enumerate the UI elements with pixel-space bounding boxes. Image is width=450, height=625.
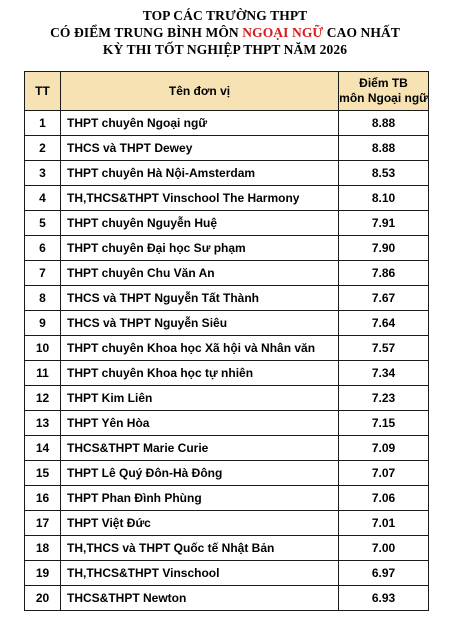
row-school-name: THPT chuyên Khoa học tự nhiên	[61, 361, 339, 386]
title-line-3: KỲ THI TỐT NGHIỆP THPT NĂM 2026	[102, 42, 348, 57]
table-header-row	[25, 72, 429, 111]
row-school-name: THCS và THPT Nguyễn Tất Thành	[61, 286, 339, 311]
table-header	[25, 72, 429, 111]
header-name: Tên đơn vị	[61, 72, 339, 111]
title-subject-highlight: NGOẠI NGỮ	[242, 25, 324, 40]
row-score: 6.97	[339, 561, 429, 586]
row-rank: 18	[25, 536, 61, 561]
row-rank: 17	[25, 511, 61, 536]
row-rank: 9	[25, 311, 61, 336]
table-row	[25, 286, 429, 311]
table-row	[25, 361, 429, 386]
row-rank: 12	[25, 386, 61, 411]
row-rank: 20	[25, 586, 61, 611]
row-score: 7.23	[339, 386, 429, 411]
table-row	[25, 236, 429, 261]
row-rank: 15	[25, 461, 61, 486]
row-rank: 13	[25, 411, 61, 436]
title-line-2	[0, 24, 450, 41]
row-school-name: THPT chuyên Đại học Sư phạm	[61, 236, 339, 261]
row-score: 8.88	[339, 111, 429, 136]
row-school-name: THPT chuyên Chu Văn An	[61, 261, 339, 286]
row-school-name: THPT chuyên Hà Nội-Amsterdam	[61, 161, 339, 186]
row-score: 7.09	[339, 436, 429, 461]
table-row	[25, 111, 429, 136]
ranking-table	[24, 71, 429, 611]
row-school-name: TH,THCS&THPT Vinschool The Harmony	[61, 186, 339, 211]
table-body	[25, 111, 429, 611]
row-rank: 1	[25, 111, 61, 136]
row-score: 7.06	[339, 486, 429, 511]
row-school-name: THPT chuyên Ngoại ngữ	[61, 111, 339, 136]
header-score-line-1: Điểm TB	[359, 76, 408, 90]
row-school-name: THPT Yên Hòa	[61, 411, 339, 436]
header-score	[339, 72, 429, 111]
row-school-name: THPT Kim Liên	[61, 386, 339, 411]
row-school-name: TH,THCS&THPT Vinschool	[61, 561, 339, 586]
row-score: 7.07	[339, 461, 429, 486]
row-rank: 3	[25, 161, 61, 186]
row-rank: 5	[25, 211, 61, 236]
row-score: 7.00	[339, 536, 429, 561]
row-school-name: THCS và THPT Dewey	[61, 136, 339, 161]
table-row	[25, 461, 429, 486]
table-row	[25, 161, 429, 186]
row-rank: 4	[25, 186, 61, 211]
row-score: 7.90	[339, 236, 429, 261]
row-school-name: THCS và THPT Nguyễn Siêu	[61, 311, 339, 336]
row-score: 7.01	[339, 511, 429, 536]
row-rank: 16	[25, 486, 61, 511]
table-row	[25, 436, 429, 461]
table-row	[25, 336, 429, 361]
row-score: 8.53	[339, 161, 429, 186]
row-score: 7.86	[339, 261, 429, 286]
row-score: 7.67	[339, 286, 429, 311]
header-tt: TT	[25, 72, 61, 111]
row-rank: 11	[25, 361, 61, 386]
row-school-name: THCS&THPT Newton	[61, 586, 339, 611]
row-school-name: THCS&THPT Marie Curie	[61, 436, 339, 461]
title-line-1: TOP CÁC TRƯỜNG THPT	[142, 8, 308, 23]
row-rank: 7	[25, 261, 61, 286]
table-row	[25, 186, 429, 211]
row-rank: 10	[25, 336, 61, 361]
row-school-name: TH,THCS và THPT Quốc tế Nhật Bản	[61, 536, 339, 561]
table-row	[25, 536, 429, 561]
row-score: 8.10	[339, 186, 429, 211]
table-row	[25, 561, 429, 586]
row-score: 7.64	[339, 311, 429, 336]
table-row	[25, 511, 429, 536]
header-score-line-2: môn Ngoại ngữ	[339, 91, 428, 105]
row-score: 6.93	[339, 586, 429, 611]
row-score: 7.57	[339, 336, 429, 361]
row-rank: 8	[25, 286, 61, 311]
table-row	[25, 486, 429, 511]
row-score: 7.91	[339, 211, 429, 236]
row-rank: 14	[25, 436, 61, 461]
title-line-2-suffix: CAO NHẤT	[323, 25, 400, 40]
row-school-name: THPT Lê Quý Đôn-Hà Đông	[61, 461, 339, 486]
row-score: 8.88	[339, 136, 429, 161]
table-row	[25, 311, 429, 336]
row-school-name: THPT chuyên Khoa học Xã hội và Nhân văn	[61, 336, 339, 361]
table-row	[25, 211, 429, 236]
title-line-2-prefix: CÓ ĐIỂM TRUNG BÌNH MÔN	[50, 25, 243, 40]
row-rank: 2	[25, 136, 61, 161]
page-title	[0, 7, 450, 58]
row-rank: 6	[25, 236, 61, 261]
row-rank: 19	[25, 561, 61, 586]
row-school-name: THPT chuyên Nguyễn Huệ	[61, 211, 339, 236]
table-row	[25, 386, 429, 411]
row-school-name: THPT Việt Đức	[61, 511, 339, 536]
row-score: 7.15	[339, 411, 429, 436]
row-school-name: THPT Phan Đình Phùng	[61, 486, 339, 511]
row-score: 7.34	[339, 361, 429, 386]
table-row	[25, 586, 429, 611]
table-row	[25, 411, 429, 436]
table-row	[25, 261, 429, 286]
table-row	[25, 136, 429, 161]
